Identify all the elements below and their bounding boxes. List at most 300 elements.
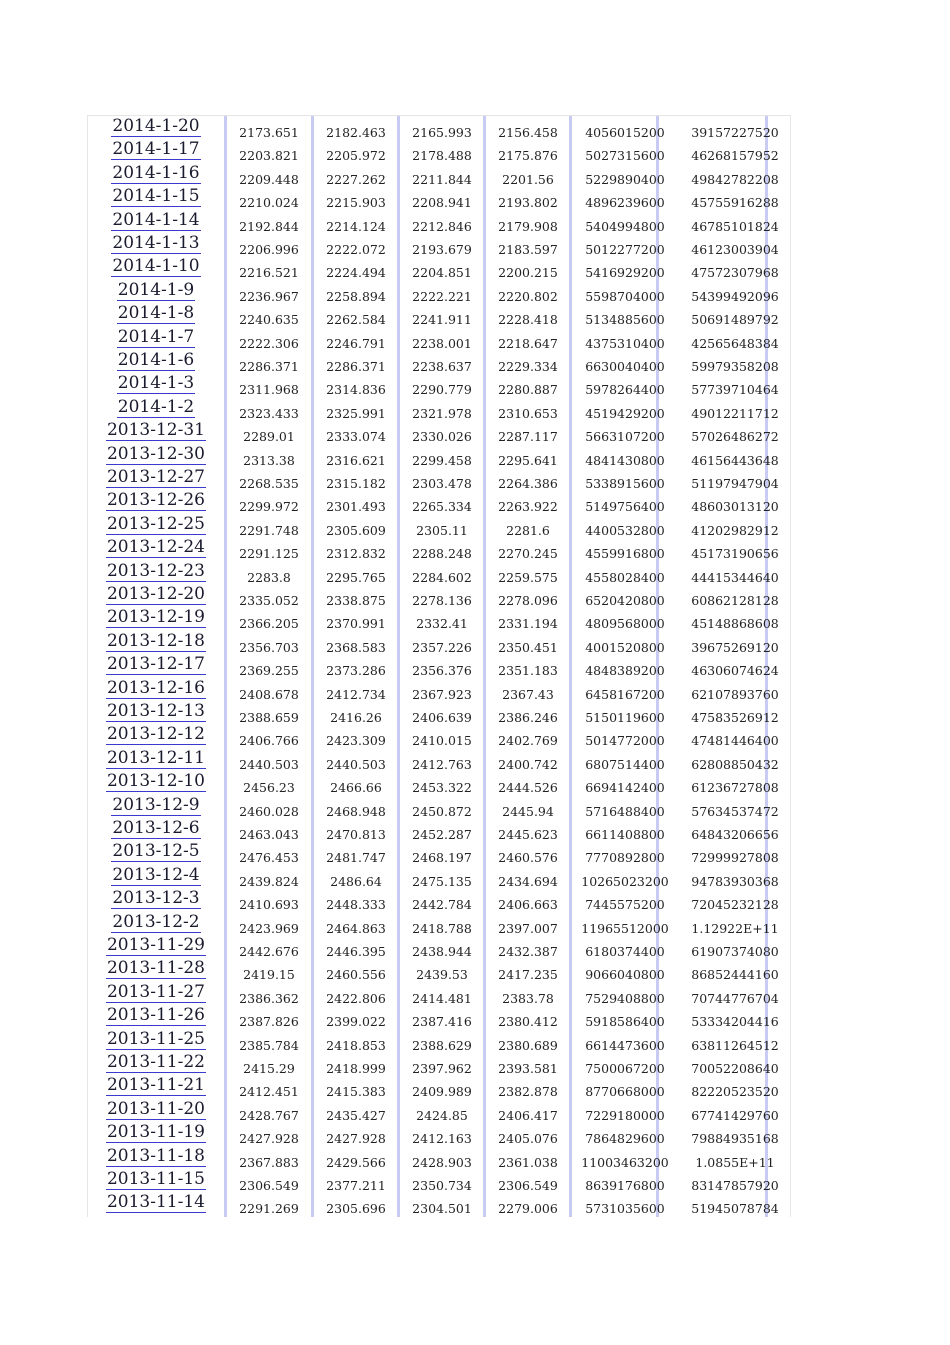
value-cell: 7229180000: [585, 1107, 665, 1123]
value-cell: 2418.853: [326, 1037, 386, 1053]
table-row: [88, 1169, 790, 1192]
date-cell: [88, 958, 224, 981]
date-cell: [88, 186, 224, 209]
table-row: [88, 350, 790, 373]
value-cell: 2178.488: [412, 148, 472, 164]
table-row: [88, 139, 790, 162]
value-cell: 4841430800: [585, 452, 665, 468]
value-cell: 86852444160: [691, 967, 779, 983]
table-row: [88, 935, 790, 958]
value-cell: 2229.334: [498, 359, 558, 374]
date-link[interactable]: 2013-11-14: [106, 1192, 205, 1213]
date-link[interactable]: 2013-12-20: [106, 584, 205, 604]
value-cell: 2204.851: [412, 265, 472, 281]
date-link[interactable]: 2014-1-14: [112, 209, 200, 230]
table-row: [88, 748, 790, 771]
value-cell: 2206.996: [239, 242, 299, 257]
date-link[interactable]: 2013-12-9: [112, 794, 200, 815]
value-cell: 39675269120: [691, 639, 779, 655]
table-row: [88, 912, 790, 935]
date-link[interactable]: 2013-12-25: [106, 513, 205, 534]
value-cell: 2380.689: [498, 1037, 558, 1053]
value-cell: 2356.376: [412, 663, 472, 679]
value-cell: 7529408800: [585, 990, 665, 1006]
date-link[interactable]: 2014-1-3: [117, 373, 195, 394]
value-cell: 2440.503: [239, 756, 299, 772]
table-row: [88, 514, 790, 537]
date-link[interactable]: 2013-11-15: [106, 1169, 205, 1189]
value-cell: 2466.66: [330, 780, 382, 796]
value-cell: 2224.494: [326, 265, 386, 281]
value-cell: 83147857920: [691, 1178, 779, 1193]
value-cell: 79884935168: [691, 1131, 779, 1147]
table-row: [88, 420, 790, 443]
date-link[interactable]: 2013-12-3: [112, 888, 200, 909]
value-cell: 2283.8: [247, 569, 291, 585]
value-cell: 2432.387: [498, 944, 558, 959]
value-cell: 2240.635: [239, 312, 299, 328]
value-cell: 2418.999: [326, 1061, 386, 1076]
value-cell: 2481.747: [326, 850, 386, 866]
value-cell: 11003463200: [581, 1154, 669, 1170]
date-cell: [88, 280, 224, 303]
value-cell: 2417.235: [498, 967, 558, 983]
value-cell: 2448.333: [326, 897, 386, 913]
value-cell: 2367.43: [502, 686, 554, 702]
value-cell: 2156.458: [498, 125, 558, 140]
date-link[interactable]: 2013-11-20: [106, 1098, 205, 1119]
value-cell: 5978264400: [585, 382, 665, 398]
value-cell: 2428.903: [412, 1154, 472, 1170]
value-cell: 2470.813: [326, 827, 386, 842]
value-cell: 2406.766: [239, 733, 299, 749]
value-cell: 2299.458: [412, 452, 472, 468]
value-cell: 4896239600: [585, 195, 665, 211]
value-cell: 2423.309: [326, 733, 386, 749]
value-cell: 2406.639: [412, 710, 472, 725]
value-cell: 47572307968: [691, 265, 779, 281]
value-cell: 2388.629: [412, 1037, 472, 1053]
value-cell: 61907374080: [691, 944, 779, 959]
value-cell: 2222.221: [412, 288, 472, 304]
table-row: [88, 841, 790, 864]
date-link[interactable]: 2013-12-26: [106, 490, 205, 511]
value-cell: 2279.006: [498, 1201, 558, 1217]
value-cell: 2445.94: [502, 803, 554, 819]
table-row: [88, 701, 790, 724]
value-cell: 6614473600: [585, 1037, 665, 1053]
date-link[interactable]: 2013-12-23: [106, 560, 205, 581]
value-cell: 2306.549: [498, 1178, 558, 1193]
date-link[interactable]: 2013-12-16: [106, 677, 205, 698]
date-link[interactable]: 2014-1-10: [112, 256, 200, 277]
value-cell: 2356.703: [239, 639, 299, 655]
value-cell: 2409.989: [412, 1084, 472, 1100]
value-cell: 2316.621: [326, 452, 386, 468]
date-link[interactable]: 2013-12-4: [112, 864, 200, 885]
date-link[interactable]: 2013-11-19: [106, 1122, 205, 1143]
date-cell: [88, 397, 224, 420]
date-link[interactable]: 2013-11-29: [106, 935, 205, 955]
table-row: [88, 537, 790, 560]
value-cell: 2222.072: [326, 242, 386, 257]
value-cell: 2476.453: [239, 850, 299, 866]
value-cell: 2312.832: [326, 546, 386, 562]
table-row: [88, 584, 790, 607]
table-row: [88, 210, 790, 233]
value-cell: 2299.972: [239, 499, 299, 515]
value-cell: 44415344640: [691, 569, 779, 585]
value-cell: 2305.696: [326, 1201, 386, 1217]
data-table: [87, 115, 791, 1217]
value-cell: 2280.887: [498, 382, 558, 398]
date-cell: [88, 771, 224, 794]
table-row: [88, 327, 790, 350]
value-cell: 2453.322: [412, 780, 472, 796]
value-cell: 2183.597: [498, 242, 558, 257]
value-cell: 2405.076: [498, 1131, 558, 1147]
value-cell: 2211.844: [412, 171, 472, 187]
date-cell: [88, 327, 224, 350]
date-link[interactable]: 2013-12-10: [106, 771, 205, 792]
value-cell: 2463.043: [239, 827, 299, 842]
value-cell: 4056015200: [585, 125, 665, 140]
date-link[interactable]: 2013-11-21: [106, 1075, 205, 1096]
table-row: [88, 373, 790, 396]
value-cell: 2295.765: [326, 569, 386, 585]
value-cell: 39157227520: [691, 125, 779, 140]
value-cell: 2268.535: [239, 476, 299, 491]
value-cell: 2262.584: [326, 312, 386, 328]
value-cell: 2173.651: [239, 125, 299, 140]
value-cell: 2304.501: [412, 1201, 472, 1217]
value-cell: 2445.623: [498, 827, 558, 842]
table-row: [88, 607, 790, 630]
table-row: [88, 795, 790, 818]
date-cell: [88, 701, 224, 724]
table-row: [88, 888, 790, 911]
date-link[interactable]: 2013-12-17: [106, 654, 205, 675]
date-link[interactable]: 2013-12-27: [106, 467, 205, 487]
date-cell: [88, 1192, 224, 1215]
date-link[interactable]: 2013-12-31: [106, 420, 205, 441]
table-row: [88, 678, 790, 701]
date-link[interactable]: 2013-12-24: [106, 537, 205, 558]
date-cell: [88, 1099, 224, 1122]
value-cell: 2368.583: [326, 639, 386, 655]
value-cell: 6807514400: [585, 756, 665, 772]
table-row: [88, 397, 790, 420]
value-cell: 94783930368: [691, 873, 779, 889]
value-cell: 4558028400: [585, 569, 665, 585]
value-cell: 45755916288: [691, 195, 779, 211]
table-row: [88, 444, 790, 467]
date-link[interactable]: 2013-11-25: [106, 1028, 205, 1049]
date-link[interactable]: 2013-12-11: [106, 747, 205, 768]
value-cell: 9066040800: [585, 967, 665, 983]
date-link[interactable]: 2014-1-8: [117, 303, 195, 324]
value-cell: 2399.022: [326, 1014, 386, 1030]
date-cell: [88, 256, 224, 279]
value-cell: 5338915600: [585, 476, 665, 491]
date-cell: [88, 420, 224, 443]
value-cell: 2291.748: [239, 522, 299, 538]
value-cell: 2386.362: [239, 990, 299, 1006]
value-cell: 53334204416: [691, 1014, 779, 1030]
value-cell: 2434.694: [498, 873, 558, 889]
date-link[interactable]: 2013-11-22: [106, 1052, 205, 1072]
value-cell: 7445575200: [585, 897, 665, 913]
value-cell: 49842782208: [691, 171, 779, 187]
value-cell: 2387.826: [239, 1014, 299, 1030]
value-cell: 2408.678: [239, 686, 299, 702]
value-cell: 2286.371: [326, 359, 386, 374]
date-link[interactable]: 2013-12-13: [106, 701, 205, 721]
table-row: [88, 233, 790, 256]
date-cell: [88, 631, 224, 654]
value-cell: 2278.096: [498, 593, 558, 608]
date-cell: [88, 724, 224, 747]
date-link[interactable]: 2013-11-26: [106, 1005, 205, 1026]
date-link[interactable]: 2014-1-17: [112, 139, 200, 160]
date-cell: [88, 654, 224, 677]
date-cell: [88, 1005, 224, 1028]
date-cell: [88, 467, 224, 490]
date-link[interactable]: 2013-11-27: [106, 981, 205, 1002]
value-cell: 2460.556: [326, 967, 386, 983]
value-cell: 70744776704: [691, 990, 779, 1006]
value-cell: 57739710464: [691, 382, 779, 398]
value-cell: 2380.412: [498, 1014, 558, 1030]
value-cell: 2468.197: [412, 850, 472, 866]
value-cell: 2350.734: [412, 1178, 472, 1193]
table-row: [88, 490, 790, 513]
date-cell: [88, 982, 224, 1005]
date-link[interactable]: 2013-12-5: [112, 841, 200, 862]
date-cell: [88, 444, 224, 467]
value-cell: 48603013120: [691, 499, 779, 515]
value-cell: 46785101824: [691, 218, 779, 234]
table-row: [88, 818, 790, 841]
value-cell: 6694142400: [585, 780, 665, 796]
value-cell: 2238.001: [412, 335, 472, 351]
value-cell: 2165.993: [412, 125, 472, 140]
value-cell: 2201.56: [502, 171, 554, 187]
value-cell: 50691489792: [691, 312, 779, 328]
value-cell: 2350.451: [498, 639, 558, 655]
value-cell: 2415.383: [326, 1084, 386, 1100]
value-cell: 10265023200: [581, 873, 669, 889]
value-cell: 2351.183: [498, 663, 558, 679]
table-row: [88, 724, 790, 747]
date-cell: [88, 1146, 224, 1169]
value-cell: 2388.659: [239, 710, 299, 725]
value-cell: 2209.448: [239, 171, 299, 187]
table-row: [88, 654, 790, 677]
value-cell: 2193.679: [412, 242, 472, 257]
date-cell: [88, 935, 224, 958]
value-cell: 2442.676: [239, 944, 299, 959]
date-link[interactable]: 2014-1-9: [117, 279, 195, 300]
value-cell: 5229890400: [585, 171, 665, 187]
value-cell: 2439.824: [239, 873, 299, 889]
value-cell: 2291.125: [239, 546, 299, 562]
value-cell: 8639176800: [585, 1178, 665, 1193]
value-cell: 2246.791: [326, 335, 386, 351]
value-cell: 4848389200: [585, 663, 665, 679]
date-cell: [88, 584, 224, 607]
table-row: [88, 865, 790, 888]
value-cell: 2331.194: [498, 616, 558, 632]
value-cell: 41202982912: [691, 522, 779, 538]
value-cell: 2284.602: [412, 569, 472, 585]
value-cell: 2311.968: [239, 382, 299, 398]
value-cell: 6630040400: [585, 359, 665, 374]
value-cell: 2410.693: [239, 897, 299, 913]
value-cell: 4559916800: [585, 546, 665, 562]
date-cell: [88, 912, 224, 935]
value-cell: 2383.78: [502, 990, 554, 1006]
value-cell: 5716488400: [585, 803, 665, 819]
value-cell: 46156443648: [691, 452, 779, 468]
value-cell: 2382.878: [498, 1084, 558, 1100]
value-cell: 57026486272: [691, 429, 779, 445]
value-cell: 2367.883: [239, 1154, 299, 1170]
date-link[interactable]: 2013-11-18: [106, 1145, 205, 1166]
value-cell: 70052208640: [691, 1061, 779, 1076]
value-cell: 49012211712: [691, 405, 779, 421]
value-cell: 2288.248: [412, 546, 472, 562]
value-cell: 2412.163: [412, 1131, 472, 1147]
value-cell: 63811264512: [691, 1037, 779, 1053]
value-cell: 2412.763: [412, 756, 472, 772]
value-cell: 45173190656: [691, 546, 779, 562]
table-row: [88, 186, 790, 209]
date-link[interactable]: 2014-1-20: [112, 116, 200, 136]
value-cell: 61236727808: [691, 780, 779, 796]
value-cell: 5012277200: [585, 242, 665, 257]
value-cell: 67741429760: [691, 1107, 779, 1123]
value-cell: 2290.779: [412, 382, 472, 398]
value-cell: 2175.876: [498, 148, 558, 164]
date-link[interactable]: 2014-1-16: [112, 162, 200, 183]
value-cell: 2310.653: [498, 405, 558, 421]
value-cell: 2220.802: [498, 288, 558, 304]
date-link[interactable]: 2014-1-6: [117, 350, 195, 370]
value-cell: 7500067200: [585, 1061, 665, 1076]
value-cell: 4519429200: [585, 405, 665, 421]
value-cell: 2468.948: [326, 803, 386, 819]
table-row: [88, 163, 790, 186]
value-cell: 2333.074: [326, 429, 386, 445]
value-cell: 2205.972: [326, 148, 386, 164]
date-cell: [88, 748, 224, 771]
value-cell: 7770892800: [585, 850, 665, 866]
date-cell: [88, 139, 224, 162]
date-cell: [88, 233, 224, 256]
value-cell: 4809568000: [585, 616, 665, 632]
date-link[interactable]: 2014-1-2: [117, 396, 195, 417]
date-cell: [88, 210, 224, 233]
value-cell: 2446.395: [326, 944, 386, 959]
table-row: [88, 303, 790, 326]
table-row: [88, 1192, 790, 1215]
table-row: [88, 467, 790, 490]
date-link[interactable]: 2014-1-15: [112, 186, 200, 207]
date-link[interactable]: 2013-12-18: [106, 630, 205, 651]
value-cell: 2444.526: [498, 780, 558, 796]
value-cell: 2179.908: [498, 218, 558, 234]
value-cell: 8770668000: [585, 1084, 665, 1100]
value-cell: 2402.769: [498, 733, 558, 749]
value-cell: 2203.821: [239, 148, 299, 164]
table-row: [88, 561, 790, 584]
value-cell: 6180374400: [585, 944, 665, 959]
value-cell: 2373.286: [326, 663, 386, 679]
table-row: [88, 1075, 790, 1098]
value-cell: 2397.962: [412, 1061, 472, 1076]
table-row: [88, 771, 790, 794]
date-cell: [88, 163, 224, 186]
value-cell: 11965512000: [581, 920, 669, 936]
value-cell: 2193.802: [498, 195, 558, 211]
value-cell: 2286.371: [239, 359, 299, 374]
value-cell: 2416.26: [330, 710, 382, 725]
value-cell: 2428.767: [239, 1107, 299, 1123]
value-cell: 5134885600: [585, 312, 665, 328]
date-link[interactable]: 2013-12-2: [112, 911, 200, 932]
value-cell: 2332.41: [416, 616, 468, 632]
date-link[interactable]: 2013-12-6: [112, 818, 200, 838]
value-cell: 5014772000: [585, 733, 665, 749]
value-cell: 2315.182: [326, 476, 386, 491]
value-cell: 2410.015: [412, 733, 472, 749]
date-cell: [88, 841, 224, 864]
value-cell: 42565648384: [691, 335, 779, 351]
date-cell: [88, 373, 224, 396]
date-cell: [88, 865, 224, 888]
value-cell: 2335.052: [239, 593, 299, 608]
value-cell: 2440.503: [326, 756, 386, 772]
value-cell: 2212.846: [412, 218, 472, 234]
date-link[interactable]: 2013-12-30: [106, 443, 205, 464]
date-link[interactable]: 2013-12-19: [106, 607, 205, 628]
date-link[interactable]: 2013-12-12: [106, 724, 205, 745]
date-cell: [88, 561, 224, 584]
value-cell: 2228.418: [498, 312, 558, 328]
value-cell: 54399492096: [691, 288, 779, 304]
table-row: [88, 1029, 790, 1052]
value-cell: 5598704000: [585, 288, 665, 304]
value-cell: 72045232128: [691, 897, 779, 913]
value-cell: 2338.875: [326, 593, 386, 608]
value-cell: 2361.038: [498, 1154, 558, 1170]
value-cell: 72999927808: [691, 850, 779, 866]
date-link[interactable]: 2013-11-28: [106, 958, 205, 979]
value-cell: 2442.784: [412, 897, 472, 913]
value-cell: 2314.836: [326, 382, 386, 398]
value-cell: 2265.334: [412, 499, 472, 515]
value-cell: 2264.386: [498, 476, 558, 491]
value-cell: 2393.581: [498, 1061, 558, 1076]
value-cell: 2305.609: [326, 522, 386, 538]
value-cell: 2303.478: [412, 476, 472, 491]
date-link[interactable]: 2014-1-7: [117, 326, 195, 347]
date-link[interactable]: 2014-1-13: [112, 233, 200, 253]
value-cell: 51945078784: [691, 1201, 779, 1217]
date-cell: [88, 350, 224, 373]
value-cell: 2278.136: [412, 593, 472, 608]
